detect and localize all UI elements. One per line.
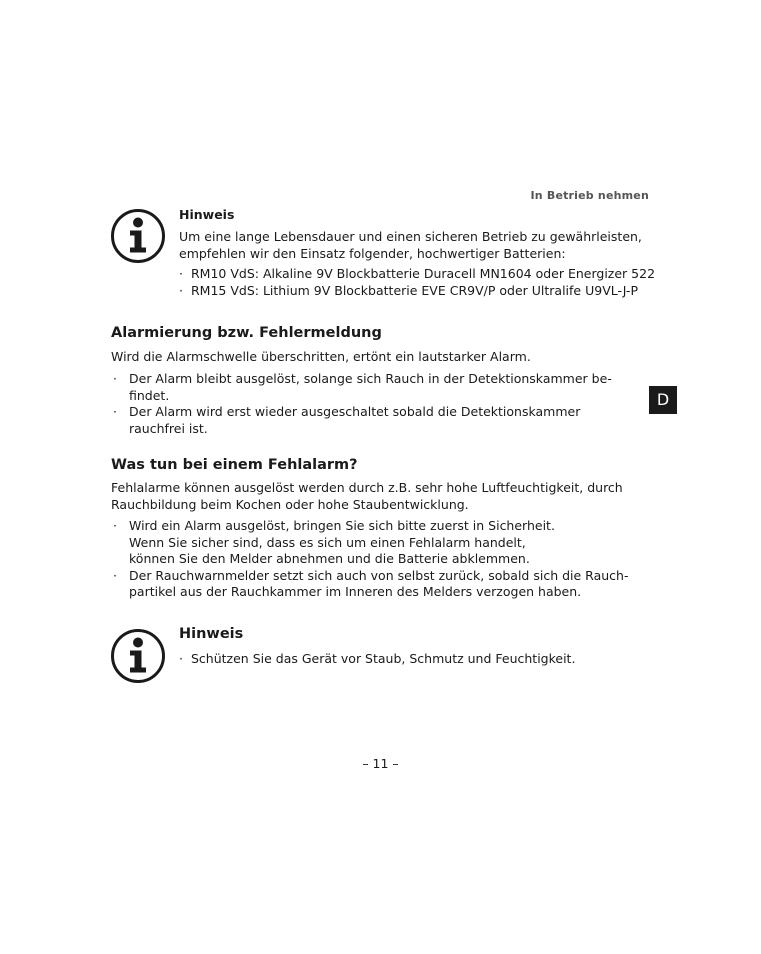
section-heading: Was tun bei einem Fehlalarm? — [111, 457, 358, 473]
section-header: In Betrieb nehmen — [530, 189, 649, 202]
list-item: · RM10 VdS: Alkaline 9V Blockbatterie Duracell MN1604 oder Energizer 522 — [179, 266, 656, 281]
language-tab: D — [649, 386, 677, 414]
note-title: Hinweis — [179, 626, 244, 642]
section-intro: Wird die Alarmschwelle überschritten, ertönt ein lautstarker Alarm. — [111, 349, 531, 364]
battery-list — [179, 266, 655, 299]
list-item: · Der Rauchwarnmelder setzt sich auch von selbst zurück, sobald sich die Rauch- partikel aus der Rauchkammer im Inneren des Melders verzogen haben. — [113, 567, 629, 599]
info-icon — [110, 208, 166, 264]
list-item: · Der Alarm wird erst wieder ausgeschaltet sobald die Detektionskammer rauchfrei ist. — [113, 404, 581, 436]
care-list — [179, 651, 575, 668]
section-intro: Fehlalarme können ausgelöst werden durch z.B. sehr hohe Luftfeuchtigkeit, durch Rauchbildung beim Kochen oder hohe Staubentwicklung. — [111, 480, 623, 512]
note-title: Hinweis — [179, 207, 235, 222]
false-alarm-list — [113, 518, 628, 601]
page-number: – 11 – — [362, 756, 399, 771]
list-item: · Schützen Sie das Gerät vor Staub, Schmutz und Feuchtigkeit. — [179, 651, 576, 666]
alarm-list — [113, 371, 612, 437]
list-item: · Wird ein Alarm ausgelöst, bringen Sie sich bitte zuerst in Sicherheit. Wenn Sie sicher sind, dass es sich um einen Fehlalarm handelt, können Sie den Melder abnehmen und die Batterie abklemmen. — [113, 518, 555, 566]
note-text: Um eine lange Lebensdauer und einen sicheren Betrieb zu gewährleisten, empfehlen wir den Einsatz folgender, hochwertiger Batterien: — [179, 229, 642, 261]
info-icon — [110, 628, 166, 684]
list-item: · Der Alarm bleibt ausgelöst, solange sich Rauch in der Detektionskammer be- findet. — [113, 371, 612, 403]
section-heading: Alarmierung bzw. Fehlermeldung — [111, 325, 382, 341]
list-item: · RM15 VdS: Lithium 9V Blockbatterie EVE CR9V/P oder Ultralife U9VL-J-P — [179, 282, 638, 298]
